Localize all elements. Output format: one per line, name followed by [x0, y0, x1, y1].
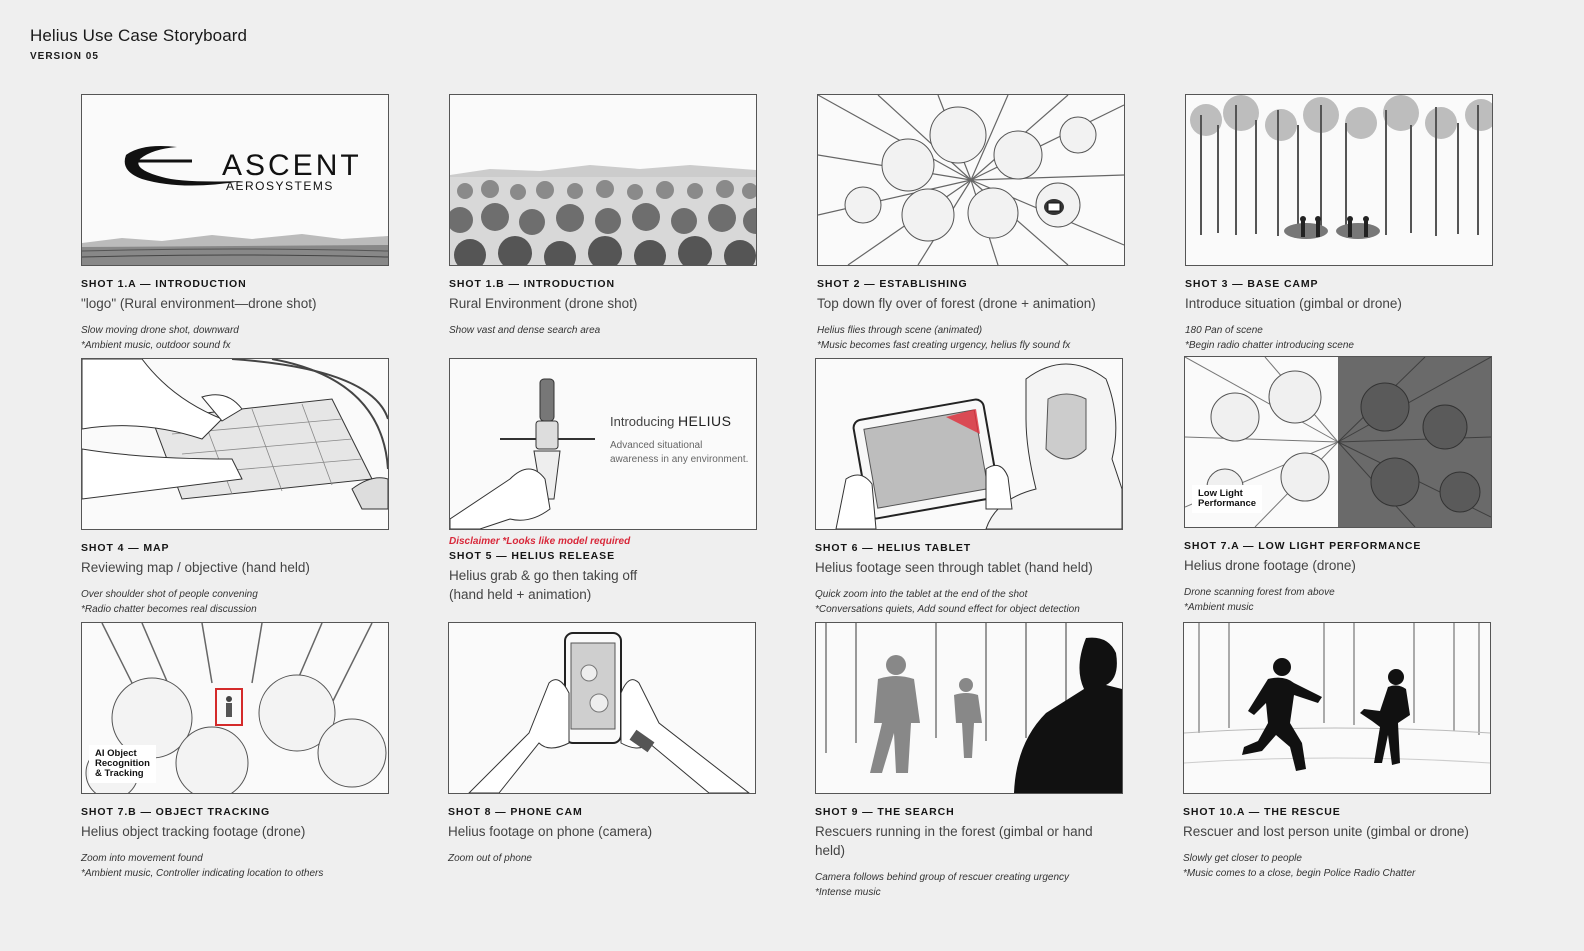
shot-note: *Begin radio chatter introducing scene	[1185, 340, 1354, 351]
shot-frame-8	[448, 622, 756, 794]
shot-frame-4	[81, 358, 389, 530]
shot-card-7a[interactable]	[1184, 356, 1494, 615]
shot-note: *Ambient music, outdoor sound fx	[81, 340, 231, 351]
shot-note: *Radio chatter becomes real discussion	[81, 604, 257, 615]
logo-sub-text: AEROSYSTEMS	[226, 179, 334, 193]
shot-note: Helius flies through scene (animated)	[817, 325, 983, 336]
shot-frame-3	[1185, 94, 1493, 266]
low-light-overlay-label: Low Light Performance	[1192, 485, 1262, 513]
shot-notes	[815, 870, 1125, 900]
shot-frame-7a	[1184, 356, 1492, 528]
shot-frame-1a	[81, 94, 389, 266]
shot-description: Helius object tracking footage (drone)	[81, 824, 306, 839]
shot-note: *Ambient music, Controller indicating location to others	[81, 868, 324, 879]
version-label: VERSION 05	[30, 51, 99, 62]
map-reviewing-sketch	[82, 359, 388, 529]
shot-note: Zoom into movement found	[81, 853, 203, 864]
shot-note: *Music comes to a close, begin Police Radio Chatter	[1183, 868, 1416, 879]
shot-label: SHOT 9 — THE SEARCH	[815, 806, 955, 818]
shot-note: *Music becomes fast creating urgency, helius fly sound fx	[817, 340, 1071, 351]
shot-card-1b[interactable]	[449, 94, 759, 338]
intro-prefix: Introducing	[610, 414, 678, 429]
shot-note: Zoom out of phone	[448, 853, 532, 864]
shot-notes	[1185, 323, 1495, 353]
shot-card-4[interactable]	[81, 358, 391, 617]
storyboard-title: Helius Use Case Storyboard	[30, 26, 248, 45]
shot-description: Helius drone footage (drone)	[1184, 558, 1356, 573]
disclaimer-text: Disclaimer *Looks like model required	[449, 536, 631, 547]
shot-label: SHOT 5 — HELIUS RELEASE	[449, 550, 615, 562]
dense-forest-sketch	[450, 95, 756, 265]
shot-description: "logo" (Rural environment—drone shot)	[81, 296, 317, 311]
shot-frame-6	[815, 358, 1123, 530]
shot-notes	[81, 851, 391, 881]
shot-description: Helius footage seen through tablet (hand held)	[815, 560, 1093, 575]
shot-label: SHOT 1.A — INTRODUCTION	[81, 278, 247, 290]
shot-card-1a[interactable]	[81, 94, 391, 353]
shot-card-10a[interactable]	[1183, 622, 1493, 881]
shot-description: Helius footage on phone (camera)	[448, 824, 653, 839]
shot-notes	[817, 323, 1127, 353]
shot-note: Over shoulder shot of people convening	[81, 589, 258, 600]
shot-notes	[81, 323, 391, 353]
shot-note: Drone scanning forest from above	[1184, 587, 1335, 598]
intro-body-text: Advanced situational awareness in any environment.	[610, 440, 749, 465]
shot-notes	[448, 851, 758, 866]
phone-in-hands-sketch	[449, 623, 755, 793]
shot-frame-2	[817, 94, 1125, 266]
shot-card-9[interactable]	[815, 622, 1125, 900]
shot-notes	[81, 587, 391, 617]
logo-main-text: ASCENT	[222, 149, 362, 182]
helius-intro-card	[610, 413, 750, 467]
shot-note: Slow moving drone shot, downward	[81, 325, 239, 336]
ascent-logo	[222, 149, 362, 193]
search-rescuers-sketch	[816, 623, 1122, 793]
shot-card-6[interactable]	[815, 358, 1125, 617]
shot-note: Quick zoom into the tablet at the end of the shot	[815, 589, 1028, 600]
shot-note: *Conversations quiets, Add sound effect for object detection	[815, 604, 1080, 615]
shot-label: SHOT 8 — PHONE CAM	[448, 806, 583, 818]
shot-frame-1b	[449, 94, 757, 266]
shot-description: Helius grab & go then taking off (hand held + animation)	[449, 568, 638, 602]
shot-label: SHOT 7.A — LOW LIGHT PERFORMANCE	[1184, 540, 1422, 552]
shot-description: Rescuer and lost person unite (gimbal or drone)	[1183, 824, 1469, 839]
shot-notes	[1184, 585, 1494, 615]
topdown-forest-sketch	[818, 95, 1124, 265]
helius-brand-text: HELIUS	[677, 413, 732, 429]
shot-description: Introduce situation (gimbal or drone)	[1185, 296, 1402, 311]
shot-note: Camera follows behind group of rescuer creating urgency	[815, 872, 1070, 883]
base-camp-forest-sketch	[1186, 95, 1492, 265]
shot-note: *Ambient music	[1184, 602, 1254, 613]
shot-description: Rural Environment (drone shot)	[449, 296, 638, 311]
shot-label: SHOT 3 — BASE CAMP	[1185, 278, 1319, 290]
shot-card-2[interactable]	[817, 94, 1127, 353]
shot-frame-10a	[1183, 622, 1491, 794]
intro-heading	[610, 413, 750, 429]
shot-label: SHOT 10.A — THE RESCUE	[1183, 806, 1341, 818]
shot-card-5[interactable]	[449, 358, 759, 604]
shot-note: *Intense music	[815, 887, 881, 898]
tracking-overlay-label: AI Object Recognition & Tracking	[89, 745, 156, 783]
storyboard-header	[30, 26, 247, 62]
shot-label: SHOT 4 — MAP	[81, 542, 170, 554]
shot-card-8[interactable]	[448, 622, 758, 866]
shot-description: Top down fly over of forest (drone + animation)	[817, 296, 1096, 311]
shot-label: SHOT 7.B — OBJECT TRACKING	[81, 806, 271, 818]
shot-note: Slowly get closer to people	[1183, 853, 1302, 864]
shot-frame-9	[815, 622, 1123, 794]
shot-label: SHOT 1.B — INTRODUCTION	[449, 278, 615, 290]
shot-frame-7b	[81, 622, 389, 794]
shot-notes	[1183, 851, 1493, 881]
shot-description: Rescuers running in the forest (gimbal or hand held)	[815, 824, 1093, 858]
shot-notes	[449, 323, 759, 338]
shot-card-3[interactable]	[1185, 94, 1495, 353]
shot-label: SHOT 2 — ESTABLISHING	[817, 278, 968, 290]
shot-description: Reviewing map / objective (hand held)	[81, 560, 310, 575]
tablet-over-shoulder-sketch	[816, 359, 1122, 529]
shot-label: SHOT 6 — HELIUS TABLET	[815, 542, 972, 554]
shot-note: Show vast and dense search area	[449, 325, 601, 336]
shot-note: 180 Pan of scene	[1185, 325, 1263, 336]
shot-notes	[815, 587, 1125, 617]
rescue-reunion-sketch	[1184, 623, 1490, 793]
shot-frame-5	[449, 358, 757, 530]
shot-card-7b[interactable]	[81, 622, 391, 881]
